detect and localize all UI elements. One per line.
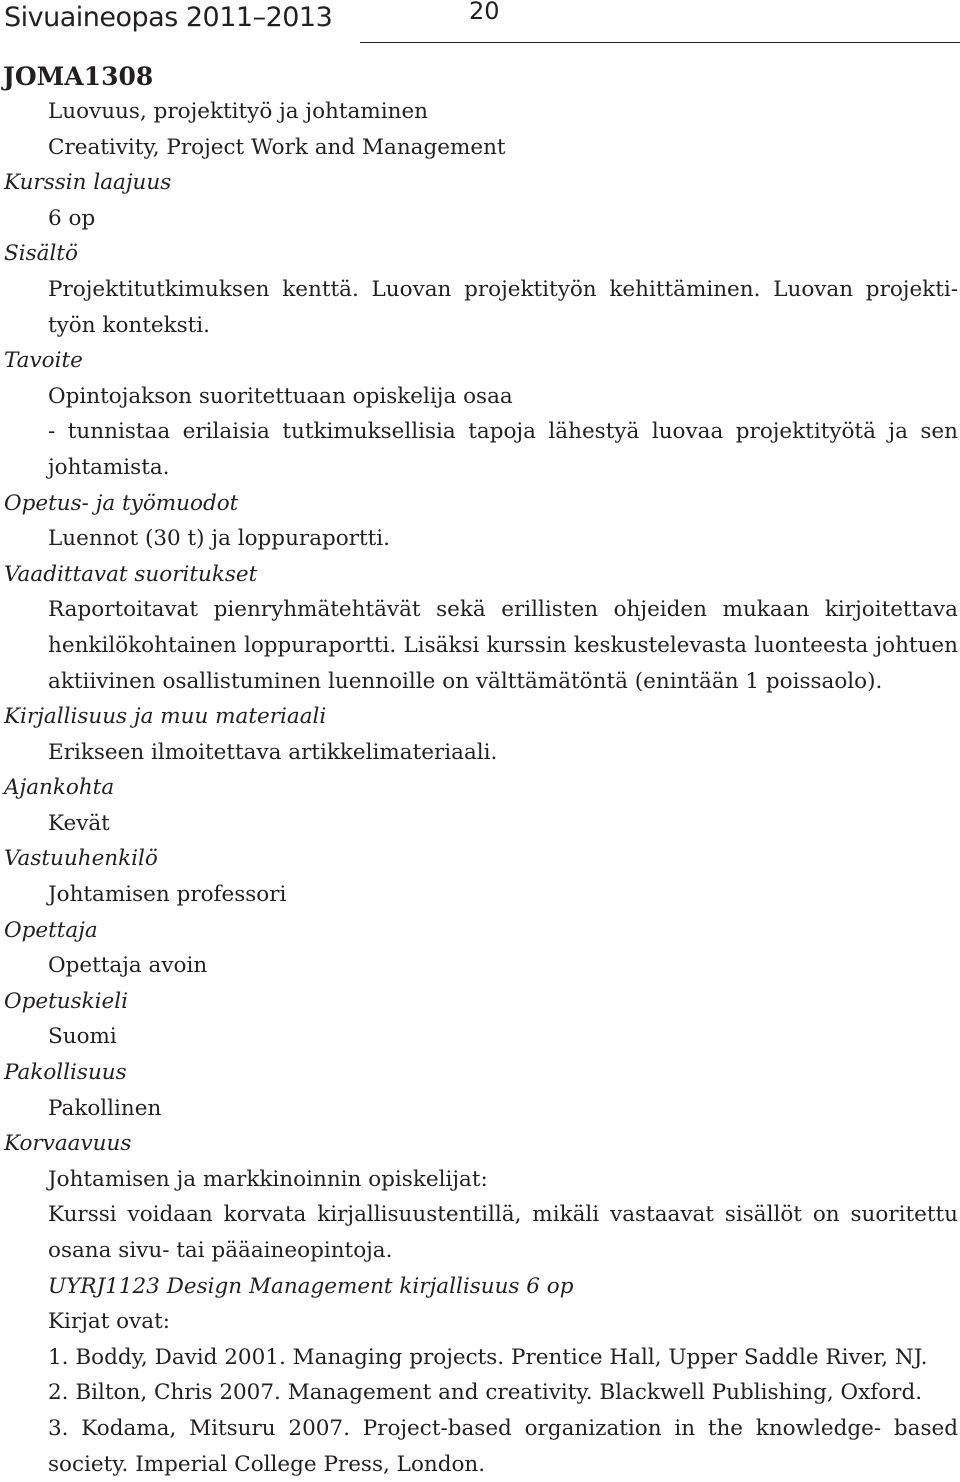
responsible-value: Johtamisen professori	[48, 882, 287, 908]
scope-label: Kurssin laajuus	[4, 170, 172, 196]
requirements-label: Vaadittavat suoritukset	[4, 561, 258, 587]
page-number: 20	[469, 0, 500, 25]
goal-label: Tavoite	[4, 348, 83, 374]
teacher-value: Opettaja avoin	[48, 953, 208, 979]
language-label: Opetuskieli	[4, 988, 129, 1014]
course-name-fi: Luovuus, projektityö ja johtaminen	[48, 99, 429, 124]
methods-label: Opetus- ja työmuodot	[4, 490, 239, 516]
teacher-label: Opettaja	[4, 917, 98, 943]
substitution-text: Kurssi voidaan korvata kirjallisuustentillä, mikäli vastaavat sisällöt on suoritettu osana sivu- tai pääaineopintoja.	[48, 1202, 958, 1263]
compulsory-label: Pakollisuus	[4, 1060, 127, 1086]
scope-value: 6 op	[48, 205, 96, 231]
responsible-label: Vastuuhenkilö	[4, 846, 158, 872]
book-item: 1. Boddy, David 2001. Managing projects. Prentice Hall, Upper Saddle River, NJ.	[48, 1344, 928, 1370]
methods-text: Luennot (30 t) ja loppuraportti.	[48, 526, 390, 552]
timing-label: Ajankohta	[4, 775, 115, 801]
header-rule	[360, 42, 960, 43]
book-item: 3. Kodama, Mitsuru 2007. Project-based organization in the knowledge- based society. Imperial College Press, London.	[48, 1415, 958, 1477]
compulsory-value: Pakollinen	[48, 1095, 162, 1121]
content-label: Sisältö	[4, 241, 78, 267]
literature-text: Erikseen ilmoitettava artikkelimateriaali.	[48, 739, 498, 765]
requirements-text: Raportoitavat pienryhmätehtävät sekä erillisten ohjeiden mukaan kirjoitettava henkilökohtainen loppuraportti. Lisäksi kurssin keskustelevasta luonteesta johtuen aktiivinen osallistuminen luennoille on välttämätöntä (enintään 1 poissaolo).	[48, 597, 958, 694]
course-name-en: Creativity, Project Work and Management	[48, 134, 506, 160]
language-value: Suomi	[48, 1024, 117, 1050]
books-label: Kirjat ovat:	[48, 1309, 170, 1335]
running-title: Sivuaineopas 2011–2013	[4, 2, 333, 33]
page-header	[0, 0, 960, 48]
substitution-intro: Johtamisen ja markkinoinnin opiskelijat:	[48, 1166, 488, 1192]
content-text: Projektitutkimuksen kenttä. Luovan projektityön kehittäminen. Luovan projektityön konteksti.	[48, 276, 958, 338]
course-code: JOMA1308	[3, 62, 154, 91]
course-description	[0, 58, 960, 1482]
timing-value: Kevät	[48, 810, 110, 836]
substitution-label: Korvaavuus	[4, 1131, 132, 1157]
book-item: 2. Bilton, Chris 2007. Management and creativity. Blackwell Publishing, Oxford.	[48, 1380, 923, 1406]
exam-title: UYRJ1123 Design Management kirjallisuus 6 op	[48, 1273, 574, 1299]
goal-intro: Opintojakson suoritettuaan opiskelija osaa	[48, 383, 513, 409]
literature-label: Kirjallisuus ja muu materiaali	[4, 704, 327, 730]
goal-item: - tunnistaa erilaisia tutkimuksellisia tapoja lähestyä luovaa projektityötä ja sen johtamista.	[48, 419, 958, 480]
